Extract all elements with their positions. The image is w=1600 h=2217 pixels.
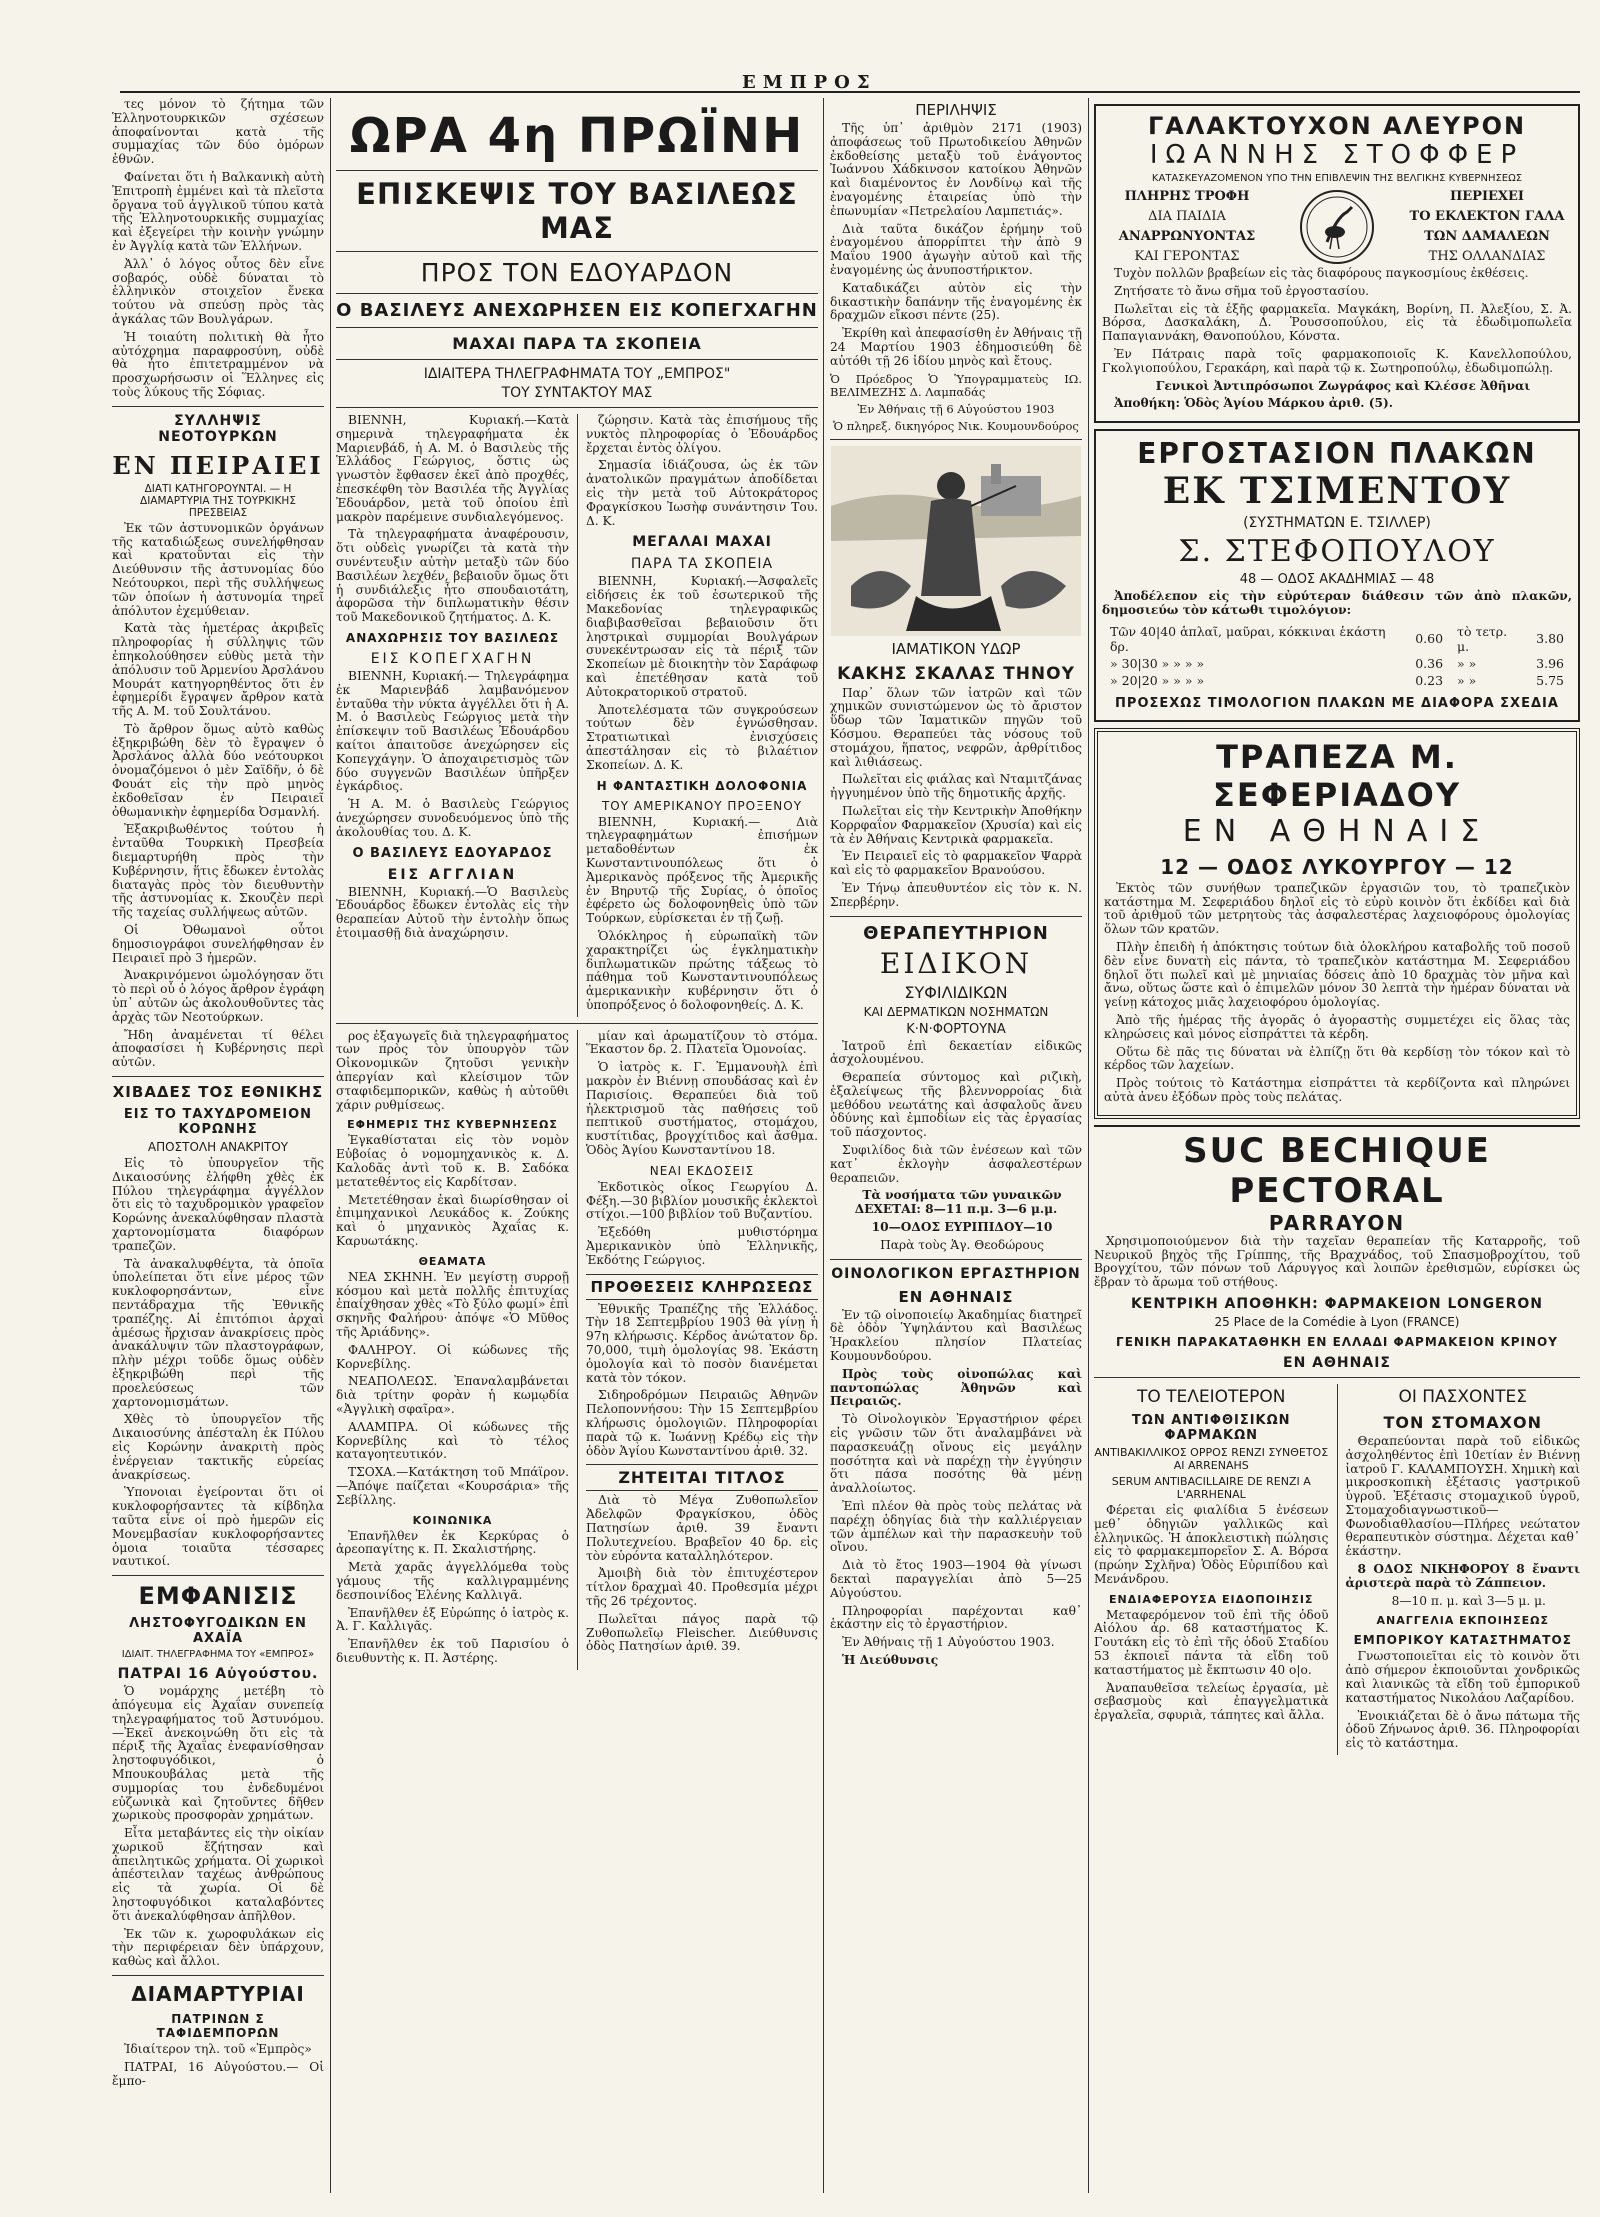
address: 48 — ΟΔΟΣ ΑΚΑΔΗΜΙΑΣ — 48 <box>1239 572 1435 588</box>
headline: Ο ΒΑΣΙΛΕΥΣ ΕΔΟΥΑΡΔΟΣ <box>352 845 553 861</box>
paragraph: Πλὴν ἐπειδὴ ἡ ἀπόκτησις τούτων διὰ ὁλοκλήρου καταβολῆς τοῦ ποσοῦ δὲν εἶνε δυνατὴ εἰς πάντα, τὸ τραπεζικὸν κατάστημα Μ. Σεφεριάδου δηλοῖ ὅτι πωλεῖ καὶ μὲ μηνιαίας δόσεις ἀπὸ 10 δραχμὰς τὸν μῆνα καὶ ἄνω, οὕτως ὥστε καὶ ὁ ἐπιμελῶν μόνον 30 λεπτὰ τὴν ἡμέραν δύναται νὰ γείνῃ κάτοχος μιᾶς λαχειοφόρου ὁμολογίας. <box>1104 939 1570 1010</box>
arrest-article <box>112 413 324 1070</box>
subheadline: ΚΑΤΑΣΚΕΥΑΖΟΜΕΝΟΝ ΥΠΟ ΤΗΝ ΕΠΙΒΛΕΨΙΝ ΤΗΣ ΒΕΛΓΙΚΗΣ ΚΥΒΕΡΝΗΣΕΩΣ <box>1151 173 1523 184</box>
paragraph: Ἐξακριβωθέντος τούτου ἡ ἐνταῦθα Τουρκικὴ Πρεσβεία διεμαρτυρήθη πρὸς τὴν Κυβέρνησιν, ἥτις ἔδωκεν ἐντολὰς διαταγὰς πρὸς τὸν διευθυντὴν τῆς ἀστυνομίας κ. Σκουζὲν περὶ τῆς ταχείας συλλήψεως αὐτῶν. <box>112 822 324 920</box>
paragraph: Ἐν Πάτραις παρὰ τοῖς φαρμακοποιοῖς Κ. Κανελλοπούλου, Γκολγιοπούλου, Γερακάρη, καὶ παρὰ τῷ κ. Σωτηροπούλῳ, ἐδωδιμοπώλῃ. <box>1102 346 1572 375</box>
headline: Ο ΒΑΣΙΛΕΥΣ ΑΝΕΧΩΡΗΣΕΝ ΕΙΣ ΚΟΠΕΓΧΑΓΗΝ <box>336 300 818 321</box>
feature: ΤΟ ΕΚΛΕΚΤΟΝ ΓΑΛΑ <box>1409 209 1565 224</box>
paragraph: Ἀποθήκη: Ὁδὸς Ἁγίου Μάρκου ἀριθ. (5). <box>1114 396 1393 411</box>
paragraph: 8—10 π. μ. καὶ 3—5 μ. μ. <box>1391 1593 1546 1608</box>
paragraph: Ἐκδοτικὸς οἶκος Γεωργίου Δ. Φέξη.—30 βιβλίον μουσικῆς ἐκλεκτοὶ στίχοι.—100 βιβλίον τοῦ Βυζαντίου. <box>585 1179 818 1222</box>
headline: ΤΡΑΠΕΖΑ Μ. ΣΕΦΕΡΙΑΔΟΥ <box>1212 737 1462 814</box>
divider <box>112 1575 324 1576</box>
feature: ΤΩΝ ΔΑΜΑΛΕΩΝ <box>1424 229 1550 244</box>
paragraph: Πρὸς τούτοις τὸ Κατάστημα εἰσπράττει τὰ κερδίζοντα καὶ πληρώνει αὐτὰ ἀνευ ἐξόδων πρὸς τοὺς πελάτας. <box>1104 1076 1570 1104</box>
headline: SUC BECHIQUE PECTORAL <box>1094 1125 1580 1211</box>
flour-features <box>1102 187 1572 267</box>
paragraph: Τῆς ὑπ᾽ ἀριθμὸν 2171 (1903) ἀποφάσεως τοῦ Πρωτοδικείου Ἀθηνῶν ἐκδοθείσης μεταξὺ τοῦ ἐνάγοντος Ἰωάννου Χάδκινσον κατοίκου Ἀθηνῶν καὶ διαμένοντος ἐν Λονδίνῳ καὶ τῆς ἐναγομένης ἑταιρείας ὑπὸ τὴν ἐπωνυμίαν «Πετρελαίου Λαμπετιάς». <box>830 121 1082 218</box>
stork-trademark-icon <box>1297 187 1377 267</box>
counterfeit-article <box>112 1083 324 1569</box>
paragraph: ζώρησιν. Κατὰ τὰς ἐπισήμους τῆς νυκτὸς πληροφορίας ὁ Ἐδουάρδος ἔρχεται ἐντὸς ὀλίγου. <box>585 413 818 455</box>
bandits-article <box>112 1582 324 1969</box>
paragraph: ΦΑΛΗΡΟΥ. Οἱ κώδωνες τῆς Κορνεβίλης. <box>336 1342 569 1371</box>
paragraph: Γενικοὶ Ἀντιπρόσωποι Ζωγράφος καὶ Κλέσσε Ἀθῆναι <box>1155 378 1531 393</box>
paragraph: Τὰ τηλεγραφήματα ἀναφέρουσιν, ὅτι οὐδεὶς γνωρίζει τὰ κατὰ τὴν συνέντευξιν αὐτὴν μεταξὺ τῶν δύο Βασιλέων λεχθέν, βεβαιοῦν ὅμως ὅτι ἡ συνδιάλεξις ἦτο σπουδαιοτάτη, ἀφορῶσα τὴν διπλωματικὴν θέσιν τοῦ Μακεδονικοῦ ζητήματος. Δ. Κ. <box>336 527 569 625</box>
headline: ΠΡΟΘΕΣΕΙΣ ΚΛΗΡΩΣΕΩΣ <box>586 1274 818 1300</box>
paragraph: Ἰδιαίτερον τηλ. τοῦ «Ἐμπρὸς» <box>124 2042 312 2057</box>
column-1 <box>112 98 324 2193</box>
table-row: » 30|30 » » » » 0.36 » » 3.96 <box>1110 655 1564 671</box>
masthead <box>0 0 1600 96</box>
headline: ΟΙΝΟΛΟΓΙΚΟΝ ΕΡΓΑΣΤΗΡΙΟΝ <box>831 1265 1081 1282</box>
stomach-ad <box>1345 1384 1580 1755</box>
paragraph: Ἀμοιβὴ διὰ τὸν ἐπιτυχέστερον τίτλον δραχμαὶ 40. Προθεσμία μέχρι τῆς 26 τρέχοντος. <box>585 1566 818 1608</box>
subheadline: ΤΩΝ ΑΝΤΙΦΘΙΣΙΚΩΝ ΦΑΡΜΑΚΩΝ <box>1131 1412 1291 1443</box>
paragraph: μίαν καὶ ἀρωματίζουν τὸ στόμα. Ἕκαστον δρ. 2. Πλατεῖα Ὁμονοίας. <box>585 1028 818 1057</box>
headline: ΣΥΛΛΗΨΙΣ ΝΕΟΤΟΥΡΚΩΝ <box>158 412 278 445</box>
subheadline: SERUM ANTIBACILLAIRE DE RENZI A L'ARRHENAL <box>1111 1474 1311 1501</box>
paragraph: Σιδηροδρόμων Πειραιῶς Ἀθηνῶν Πελοποννήσου: Τὴν 15 Σεπτεμβρίου κλήρωσις ὁμολογιῶν. Πληροφορίαι παρὰ τῷ κ. Ἰωάννῃ Κρέδῳ εἰς τὴν ὁδὸν Ἁγίου Κωνσταντίνου ἀριθ. 32. <box>585 1388 818 1458</box>
flour-features-left <box>1102 187 1272 267</box>
paragraph: Μετετέθησαν ἐκαὶ διωρίσθησαν οἱ ἐπιμηχανικοὶ Λευκάδος κ. Ζούκης καὶ ὁ μηχανικὸς Ἀχαΐας κ. Καρυωτάκης. <box>336 1192 569 1249</box>
paragraph: Πληροφορίαι παρέχονται καθ᾽ ἑκάστην εἰς τὸ ἐργαστήριον. <box>830 1603 1082 1632</box>
paragraph: Πρὸς τοὺς οἰνοπώλας καὶ παντοπώλας Ἀθηνῶν καὶ Πειραιῶς. <box>830 1366 1082 1409</box>
paragraph: Παρ᾽ ὅλων τῶν ἰατρῶν καὶ τῶν χημικῶν συνιστώμενον ὡς τὸ ἄριστον ὕδωρ τῶν Ἰαματικῶν πηγῶν τοῦ Κόσμου. Θεραπεύει τὰς νόσους τοῦ στομάχου, ἥπατος, νεφρῶν, ἀρθρίτιδος καὶ λιθιάσεως. <box>830 685 1082 769</box>
divider <box>830 439 1082 440</box>
paragraph: Ὁ Πρόεδρος Ὁ Ὑπογραμματεὺς ΙΩ. ΒΕΛΙΜΕΖΗΣ Δ. Λαμπαδάς <box>830 371 1082 399</box>
flour-features-right <box>1402 187 1572 267</box>
paragraph: ΒΙΕΝΝΗ, Κυριακή.—Ὁ Βασιλεὺς Ἐδουάρδος ἔδωκεν ἐντολὰς εἰς τὴν θεραπείαν Αὐτοῦ τὴν ἐντολὴν ὅπως ἑτοιμασθῇ διὰ ἀναχώρησιν. <box>336 884 569 940</box>
masthead-rule <box>120 91 1580 93</box>
court-notice <box>830 101 1082 433</box>
address: 12 — ΟΔΟΣ ΛΥΚΟΥΡΓΟΥ — 12 <box>1160 854 1514 879</box>
column-rule <box>823 98 824 2193</box>
headline: ΕΝ ΑΘΗΝΑΙΣ <box>1182 813 1492 849</box>
headline: Σ. ΣΤΕΦΟΠΟΥΛΟΥ <box>1178 534 1496 570</box>
paragraph: Τὸ ἄρθρον ὅμως αὐτὸ καθὼς ἐξηκριβώθη δὲν τὸ ἔγραψεν ὁ Ἀρσλάνος ἀλλὰ δύο νεότουρκοι ὀνομαζόμενοι ὁ μὲν Σαϊδῆν, ὁ δὲ Φουάτ εἰς τὴν πρὸ μηνὸς ἐκδοθεῖσαν ἐν Πειραιεῖ ὀθωμανικὴν ἐφημερίδα Ὀσμανλή. <box>112 721 324 819</box>
headline: ΜΑΧΑΙ ΠΑΡΑ ΤΑ ΣΚΟΠΕΙΑ <box>452 334 702 353</box>
paragraph: Ἐν τῷ οἰνοποιείῳ Ἀκαδημίας διατηρεῖ δὲ ὁδὸν Ὑψηλάντου καὶ Βασιλέως Ἡρακλείου πλησίον Πλατείας Κουμουνδούρου. <box>830 1307 1082 1364</box>
paragraph: Καταδικάζει αὐτὸν εἰς τὴν δικαστικὴν δαπάνην τῆς ἐναγομένης ἐκ δραχμῶν εἴκοσι πέντε (25). <box>830 280 1082 323</box>
headline: ΙΑΜΑΤΙΚΟΝ ΥΔΩΡ <box>891 639 1021 658</box>
paragraph: Μεταφερόμενον τοῦ ἐπὶ τῆς ὁδοῦ Αἰόλου ἀρ. 68 καταστήματος Κ. Γουτάκη εἰς τὸ ἐπὶ τῆς ὁδοῦ Σταδίου 53 ἐκποιεῖ πάντα τὰ εἴδη τοῦ καταστήματος μὲ ἔκπτωσιν 40 ο|ο. <box>1094 1607 1329 1677</box>
paragraph: ΑΛΑΜΠΡΑ. Οἱ κώδωνες τῆς Κορνεβίλης καὶ τὸ τέλος καταγοητευτικόν. <box>336 1419 569 1462</box>
subheadline: ΕΙΣ ΚΟΠΕΓΧΑΓΗΝ <box>370 650 535 667</box>
paragraph: ΝΕΑ ΣΚΗΝΗ. Ἐν μεγίστῃ συρροῇ κόσμου καὶ μετὰ πολλῆς ἐπιτυχίας ἐπαίχθησαν χθὲς «Τὸ ξύλο φωμί» ἐπὶ σκηνῆς Φαλήρου· ἀπόψε «Ὁ Μῦθος τῆς Ἀριάδνης». <box>336 1269 569 1340</box>
intro-article <box>112 98 324 400</box>
paragraph: ΒΙΕΝΝΗ, Κυριακή.— Διὰ τηλεγραφημάτων ἐπισήμων μεταδοθέντων ἐκ Κωνσταντινουπόλεως ὅτι ὁ Ἀμερικανὸς πρόξενος τῆς Ἀμερικῆς ἐν Βηρυτῷ τῆς Συρίας, ὁ ὁποῖος ἐφέρετο ὡς δολοφονηθεὶς ὑπὸ τῶν Τούρκων, εὑρίσκεται ἐν τῇ ζωῇ. <box>585 814 818 926</box>
headline: ΕΚ ΤΣΙΜΕΝΤΟΥ <box>1162 470 1512 513</box>
subheadline: ΣΥΦΙΛΙΔΙΚΩΝ <box>904 982 1008 1002</box>
feature: ΑΝΑΡΡΩΝΥΟΝΤΑΣ <box>1118 229 1256 244</box>
paragraph: Εἶτα μεταβάντες εἰς τὴν οἰκίαν χωρικοῦ ἔζήτησαν καὶ ἀπειλητικῶς χρήματα. Οἱ χωρικοὶ ἀπέστειλαν ταχέως ἀνθρώπους εἰς τὰ χωρία. Οἱ δὲ ληστοφυγόδικοι καταλαβόντες ὅτι ἀνεκαλύφθησαν ἀπῆλθον. <box>112 1826 324 1923</box>
feature: ΤΗΣ ΟΛΛΑΝΔΙΑΣ <box>1428 249 1546 264</box>
headline: ΠΡΟΣ ΤΟΝ ΕΔΟΥΑΡΔΟΝ <box>420 258 734 287</box>
paragraph: Ἡ Α. Μ. ὁ Βασιλεὺς Γεώργιος ἀνεχώρησεν συνοδευόμενος ὑπὸ τῆς ἀκολουθίας του. Δ. Κ. <box>336 797 569 839</box>
headline: ΤΟ ΤΕΛΕΙΟΤΕΡΟΝ <box>1136 1386 1286 1407</box>
subheadline: ΕΙΣ ΤΟ ΤΑΧΥΔΡΟΜΕΙΟΝ ΚΟΡΩΝΗΣ <box>123 1107 313 1138</box>
paragraph: ΒΙΕΝΝΗ, Κυριακή.—Κατὰ σημερινὰ τηλεγραφήματα ἐκ Μαριενβάδ, ἡ Α. Μ. ὁ Βασιλεὺς τῆς Ἑλλάδος Γεώργιος, ὅστις ὡς γνωστὸν ἔφθασεν ἐκεῖ ἀπὸ προχθές, ἐπεσκέφθη τὸν Βασιλέα τῆς Ἀγγλίας Ἐδουάρδον, μετὰ τοῦ ὁποίου ἐπὶ μακρὸν παρέμεινε συνδιαλεγόμενος. <box>336 413 569 524</box>
paragraph: τες μόνον τὸ ζήτημα τῶν Ἑλληνοτουρκικῶν σχέσεων ἀποφαίνονται κατὰ τῆς συμμαχίας τῶν δύο ὁμόρων ἐθνῶν. <box>112 98 324 167</box>
lower-right <box>586 1030 818 1670</box>
paragraph: Σημασία ἰδιάζουσα, ὡς ἐκ τῶν ἀνατολικῶν πραγμάτων ἀποδίδεται εἰς τὴν μετὰ τοῦ Αὐτοκράτορος Φραγκίσκου Ἰωσὴφ συνάντησιν Του. Δ. Κ. <box>585 458 818 528</box>
masthead-title: ΕΜΠΡΟΣ <box>742 72 877 93</box>
bottom-ads <box>1094 1384 1580 1755</box>
paragraph: Ἀνακρινόμενοι ὡμολόγησαν ὅτι τὸ περὶ οὗ ὁ λόγος ἄρθρον ἐγράφη ὑπ᾽ αὐτῶν ὡς ἀκολουθοῦντες τὰς ἀρχὰς τῶν Νεοτούρκων. <box>112 968 324 1024</box>
address: ΚΕΝΤΡΙΚΗ ΑΠΟΘΗΚΗ: ΦΑΡΜΑΚΕΙΟΝ LONGERON <box>1130 1295 1544 1312</box>
subheadline: ΤΟΥ ΣΥΝΤΑΚΤΟΥ ΜΑΣ <box>501 385 653 401</box>
paragraph: ΤΣΟΧΑ.—Κατάκτηση τοῦ Μπάϊρον.—Ἀπόψε παίζεται «Κουρσάρια» τῆς Σεβίλλης. <box>336 1465 569 1507</box>
paragraph: Ἤδη ἀναμένεται τί θέλει ἀποφασίσει ἡ Κυβέρνησις περὶ αὐτῶν. <box>112 1027 324 1070</box>
subheadline: ΙΔΙΑΙΤΕΡΑ ΤΗΛΕΓΡΑΦΗΜΑΤΑ ΤΟΥ „ΕΜΠΡΟΣ" <box>423 366 731 382</box>
headline: ΧΙΒΑΔΕΣ ΤΟΣ ΕΘΝΙΚΗΣ <box>112 1083 324 1102</box>
cement-tiles-ad <box>1094 429 1580 722</box>
paragraph: Συφιλίδος διὰ τῶν ἐνέσεων καὶ τῶν κατ᾽ ἐκλογὴν ἀσφαλεστέρων θεραπειῶν. <box>830 1143 1082 1185</box>
table-row: Τῶν 40|40 ἁπλαῖ, μαῦραι, κόκκιναι ἑκάστη δρ. 0.60 τὸ τετρ. μ. 3.80 <box>1110 623 1564 654</box>
paragraph: ΒΙΕΝΝΗ, Κυριακή.— Τηλεγράφημα ἐκ Μαριενβάδ λαμβανόμενον ἐνταῦθα τὴν νύκτα ἀγγέλλει ὅτι ἡ Α. Μ. ὁ Βασιλεὺς Γεώργιος μετὰ τὴν ἐπίσκεψιν τοῦ Βασιλέως Ἐδουάρδου καίτοι ἀπαιτοῦσε ἀνεχώρησεν εἰς Κοπεγχάγην. Ὁ ἀποχαιρετισμὸς τῶν δύο συγγενῶν Βασιλέων ὑπῆρξεν ἐγκάρδιος. <box>336 668 569 794</box>
paragraph: Ἐπανῆλθεν ἐκ τοῦ Παρισίου ὁ διευθυντὴς κ. Π. Ἀστέρης. <box>336 1637 569 1665</box>
main-headline: ΩΡΑ 4η ΠΡΩΪΝΗ <box>349 108 805 164</box>
paragraph: ρος ἐξαγωγεῖς διὰ τηλεγραφήματος των πρὸς τὸν ὑπουργὸν τῶν Οἰκονομικῶν ζητοῦσι γενικὴν ἀπεργίαν καὶ κλείσιμον τῶν σταφιδεμπορικῶν, καθὼς ἡ αὐτοῦθι χάριν ρυθμίσεως. <box>336 1028 569 1112</box>
subheadline: ΙΔΙΑΙΤ. ΤΗΛΕΓΡΑΦΗΜΑ ΤΟΥ «ΕΜΠΡΟΣ» <box>121 1649 315 1661</box>
column-rule <box>577 414 578 1017</box>
table-row: » 20|20 » » » » 0.23 » » 5.75 <box>1110 672 1564 688</box>
paragraph: Ἀλλ᾽ ὁ λόγος οὗτος δὲν εἶνε σοβαρός, οὐδὲ δύναται τὸ ἑλληνικὸν στοιχεῖον ἕνεκα τούτου νὰ σπεύσῃ πρὸς τὰς ἀγκάλας τῶν Βουλγάρων. <box>112 256 324 326</box>
headline: ΚΟΙΝΩΝΙΚΑ <box>412 1513 493 1527</box>
allegorical-figure-illustration <box>831 446 1081 636</box>
footer-line: ΠΡΟΣΕΧΩΣ ΤΙΜΟΛΟΓΙΟΝ ΠΛΑΚΩΝ ΜΕ ΔΙΑΦΟΡΑ ΣΧΕΔΙΑ <box>1115 695 1559 711</box>
feature: ΔΙΑ ΠΑΙΔΙΑ <box>1148 209 1226 224</box>
pectoral-ad <box>1094 1125 1580 1371</box>
paragraph: Φαίνεται ὅτι ἡ Βαλκανικὴ αὐτὴ Ἐπιτροπὴ ἐμμένει καὶ τὰ πλεῖστα ὄργανα τοῦ ἀγγλικοῦ τύπου κατὰ τῆς Ἑλληνοτουρκικῆς συμμαχίας καὶ ἐξεγείρει τὴν κοινὴν γνώμην ἐν Ἀγγλίᾳ κατὰ τῶν Ἑλλήνων. <box>112 169 324 253</box>
paragraph: Ἐν Πειραιεῖ εἰς τὸ φαρμακεῖον Ψαρρὰ καὶ εἰς τὸ φαρμακεῖον Βρανούσου. <box>830 849 1082 878</box>
divider <box>336 251 818 252</box>
divider <box>830 1259 1082 1260</box>
paragraph: ΝΕΑΠΟΛΕΩΣ. Ἐπαναλαμβάνεται διὰ τρίτην φορὰν ἡ κωμῳδία «Ἀγγλικὴ σφαῖρα». <box>336 1374 569 1417</box>
subheadline: ΑΝΤΙΒΑΚΙΛΛΙΚΟΣ ΟΡΡΟΣ RENZI ΣΥΝΘΕΤΟΣ ΑΙ ARRENAHS <box>1094 1445 1329 1472</box>
paragraph: Χρησιμοποιούμενον διὰ τὴν ταχεῖαν θεραπείαν τῆς Καταρροῆς, τοῦ Νευρικοῦ βηχὸς τῆς Γρίππης, τῆς Βραχνάδος, τοῦ Σπασμοβροχίτου, τοῦ Βρογχίτου, τῶν πόνων τοῦ Λάρυγγος καὶ λοιπῶν ἐρεθισμῶν, εὑρίσκει ὡς ἔβραν τὸ ἄρωμα τοῦ στήθους. <box>1094 1233 1580 1290</box>
subheadline: ΕΝ ΑΘΗΝΑΙΣ <box>898 1287 1014 1306</box>
paragraph: Ὁ πληρεξ. δικηγόρος Νικ. Κουμουνδούρος <box>833 418 1079 433</box>
paragraph: Ἀπὸ τῆς ἡμέρας τῆς ἀγορᾶς ὁ ἀγοραστὴς συμμετέχει εἰς ὅλας τὰς κληρώσεις καὶ μόνος εἰσπράττει τὰ κέρδη. <box>1104 1012 1570 1041</box>
paragraph: Κατὰ τὰς ἡμετέρας ἀκριβεῖς πληροφορίας ἡ σύλληψις τῶν ἐπηκολούθησεν εὐθὺς μετὰ τὴν ἀπόλυσιν τοῦ Ἀρμενίου Ἀρσλάνου Μουράτ κατηγορηθέντος ὅτι ἐν ἐφημερίδι ἔγραψεν ἄρθρον κατὰ τῆς Α. Μ. τοῦ Σουλτάνου. <box>112 621 324 719</box>
headline: ΔΙΑΜΑΡΤΥΡΙΑΙ <box>131 1982 305 2007</box>
subheadline: ΔΙΑΤΙ ΚΑΤΗΓΟΡΟΥΝΤΑΙ. — Η ΔΙΑΜΑΡΤΥΡΙΑ ΤΗΣ ΤΟΥΡΚΙΚΗΣ ΠΡΕΣΒΕΙΑΣ <box>140 482 296 519</box>
subheadline: PARRAYON <box>1268 1210 1406 1235</box>
paragraph: Τυχὸν πολλῶν βραβείων εἰς τὰς διαφόρους παγκοσμίους ἐκθέσεις. <box>1114 266 1529 280</box>
divider <box>336 359 818 360</box>
headline: ΠΕΡΙΛΗΨΙΣ <box>915 101 997 119</box>
divider <box>112 1975 324 1976</box>
subheadline: ΕΜΠΟΡΙΚΟΥ ΚΑΤΑΣΤΗΜΑΤΟΣ <box>1353 1633 1572 1648</box>
subheadline: ΚΑΚΗΣ ΣΚΑΛΑΣ ΤΗΝΟΥ <box>837 663 1075 684</box>
paragraph: Ἀποτελέσματα τῶν συγκρούσεων τούτων δὲν ἐγνώσθησαν. Στρατιωτικαὶ ἐνισχύσεις ἀπεστάλησαν εἰς τὸ βιλαέτιον Σκοπείων. Δ. Κ. <box>585 702 818 772</box>
dispatch-right <box>586 414 818 1017</box>
paragraph: Χθὲς τὸ ὑπουργεῖον τῆς Δικαιοσύνης ἀπέσταλη ἐκ Πύλου εἰς Κορώνην ἀνακριτὴ πρὸς ἐνέργειαν τακτικῆς εὐρείας ἀνακρίσεως. <box>112 1412 324 1482</box>
paragraph: Θεραπεύονται παρὰ τοῦ εἰδικῶς ἀσχοληθέντος ἐπὶ 10ετίαν ἐν Βιέννῃ ἰατροῦ Γ. ΚΑΛΑΜΠΟΥΣΗ. Χημικὴ καὶ μικροσκοπικὴ ἐξέτασις γαστρικοῦ ὑγροῦ. Ἐξέτασις στομαχικοῦ ὑγροῦ, Στομαχοδιαγνωστικοῦ— Φωνοδιαθλασίου—Πλήρες νεώτατον θεραπευτικὸν σύστημα. Δέχεται καθ᾽ ἑκάστην. <box>1345 1433 1580 1559</box>
paragraph: Πωλεῖται πάγος παρὰ τῷ Ζυθοπωλεῖῳ Fleischer. Διεύθυνσις ὁδὸς Πατησίων ἀριθ. 39. <box>585 1611 818 1654</box>
paragraph: Διὰ τὸ Μέγα Ζυθοπωλεῖον Ἀδελφῶν Φραγκίσκου, ὁδὸς Πατησίων ἀριθ. 39 ἔναντι Πολυτεχνείου. Βραβεῖον 40 δρ. εἰς τὸν εὑρόντα καταλληλότερον. <box>585 1493 818 1563</box>
subheadline: (ΣΥΣΤΗΜΑΤΩΝ Ε. ΤΣΙΛΛΕΡ) <box>1243 515 1431 532</box>
paragraph: Ἐν Ἀθήναις τῇ 6 Αὐγούστου 1903 <box>857 401 1055 416</box>
paragraph: Ἐν Ἀθήναις τῇ 1 Αὐγούστου 1903. <box>842 1635 1055 1650</box>
paragraph: Ἐθνικῆς Τραπέζης τῆς Ἑλλάδος. Τὴν 18 Σεπτεμβρίου 1903 θὰ γίνῃ ἡ 97η κλήρωσις. Κέρδος ἀνώτατον δρ. 70,000, τιμὴ ὁμολογίας 98. Ἐκάστη ὁμολογία καὶ τὸ ποσὸν διανέμεται κατὰ τὸν τόκον. <box>585 1301 818 1385</box>
wine-lab-ad <box>830 1266 1082 1668</box>
paragraph: Διὰ τὸ ἔτος 1903—1904 θὰ γίνωσι δεκταὶ παραγγελίαι ἀπὸ 5—25 Αὐγούστου. <box>830 1558 1082 1600</box>
protests-article <box>112 1982 324 2088</box>
paragraph: Πωλεῖται εἰς τὰ ἑξῆς φαρμακεῖα. Μαγκάκη, Βορίνη, Π. Ἀλεξίου, Σ. Ἀ. Βόρσα, Δασκαλάκη, Δ. Ῥουσσοπούλου, εἰς τὰ ἐδωδιμοπωλεῖα Παπαγιαννάκη, Θανοπούλου, Κόνστα. <box>1102 301 1572 344</box>
paragraph: Παρὰ τοὺς Ἁγ. Θεοδώρους <box>880 1237 1044 1252</box>
paragraph: Τὰ ἀνακαλυφθέντα, τὰ ὁποῖα ὑπολείπεται ὅτι εἶνε μέρος τῶν κυκλοφορησάντων, εἶνε πεντάδραχμα τῆς Ἐθνικῆς τραπέζης. Αἱ ἐπιτόπιοι ἀρχαὶ ἀμέσως ἤρχισαν ἀνακρίσεις πρὸς ἀνακάλυψιν τῶν πλαστογράφων, πλὴν μέχρι τοῦδε ὅμως οὐδὲν ἐξηκριβώθη περὶ τῆς προελεύσεως τῶν χαρτονομισμάτων. <box>112 1256 324 1409</box>
headline: ΘΕΡΑΠΕΥΤΗΡΙΟΝ <box>863 922 1049 944</box>
paragraph: Πωλεῖται εἰς φιάλας καὶ Νταμιτζάνας ἠγγυημένον ὑπὸ τῆς δημοτικῆς ἀρχῆς. <box>830 772 1082 801</box>
paragraph: Ὁ νομάρχης μετέβη τὸ ἀπόγευμα εἰς Ἀχαΐαν συνεπείᾳ τηλεγραφήματος τοῦ Ἀστυνόμου.—Ἐκεῖ ἀνεκοινώθη ὅτι εἰς τὰ πέριξ τῆς Ἀχαΐας ἐνεφανίσθησαν ληστοφυγόδικοι, ὁ Μπουκουβάλας μετὰ τῆς συμμορίας του ἐνδεδυμένοι εὐζωνικὰ καὶ ζητοῦντες δῆθεν χωρικοὺς προσφορὰν χρημάτων. <box>112 1684 324 1823</box>
headline: ΙΩΑΝΝΗΣ ΣΤΟΦΦΕΡ <box>1149 140 1525 170</box>
column-2 <box>336 98 818 2193</box>
clinic-ad <box>830 923 1082 1253</box>
divider <box>336 293 818 294</box>
price-table <box>1102 622 1572 690</box>
paragraph: ΒΙΕΝΝΗ, Κυριακή.—Ἀσφαλεῖς εἰδήσεις ἐκ τοῦ ἐσωτερικοῦ τῆς Μακεδονίας τηλεγραφικῶς διαβιβασθεῖσαι βεβαιοῦσιν ὅτι ληστρικαὶ συμμορίαι Βουλγάρων συνεκέντρωσαν εἰς τὰ πέριξ τῶν Σκοπείων μὲ διοικητὴν τὸν Σαράφωφ καὶ ἐπετέθησαν κατὰ τοῦ Αὐτοκρατορικοῦ στρατοῦ. <box>585 574 818 699</box>
subheadline: ΤΟΝ ΣΤΟΜΑΧΟΝ <box>1383 1412 1543 1432</box>
divider <box>336 327 818 328</box>
paragraph: Οὕτω δὲ πᾶς τις δύναται νὰ ἐλπίζῃ ὅτι θὰ κερδίσῃ τὸν τόκον καὶ τὸ κέρδος τῶν λαχείων. <box>1104 1044 1570 1073</box>
divider <box>336 1023 818 1024</box>
subheadline: ΕΙΣ ΑΓΓΛΙΑΝ <box>387 866 518 883</box>
subheadline: ΑΠΟΣΤΟΛΗ ΑΝΑΚΡΙΤΟΥ <box>147 1140 289 1155</box>
milk-flour-ad <box>1094 104 1580 423</box>
paragraph: Τὸ Οἰνολογικὸν Ἐργαστήριον φέρει εἰς γνῶσιν τῶν ὅτι ἀναλαμβάνει νὰ παρασκευάζῃ οἴνους εἰς μεγάλην ποσότητα καὶ νὰ παρέχῃ τὴν ἐγγύησιν ὅτι πάσα ποσότης θὰ μένῃ ἀναλλοίωτος. <box>830 1412 1082 1496</box>
paragraph: Ζητήσατε τὸ ἄνω σῆμα τοῦ ἐργοστασίου. <box>1114 283 1370 298</box>
dateline: ΠΑΤΡΑΙ 16 Αὐγούστου. <box>117 1666 319 1683</box>
divider <box>336 407 818 408</box>
paragraph: Ἡ Διεύθυνσις <box>842 1652 939 1667</box>
paragraph: ΠΑΤΡΑΙ, 16 Αὐγούστου.— Οἱ ἔμπο- <box>112 2059 324 2088</box>
paragraph: Ἐκτὸς τῶν συνήθων τραπεζικῶν ἐργασιῶν του, τὸ τραπεζικὸν κατάστημα Μ. Σεφεριάδου δηλοῖ εἰς τὸ εὐρὺ κοινὸν ὅτι ἐκδίδει καὶ διὰ τοῦ ἀριθμοῦ τῶν μετρητοὺς τὰς ἀσφαλεστέρας λαχειοφόρους ὁμολογίας ὅλων τῶν κρατῶν. <box>1104 880 1570 937</box>
paragraph: Ἐνοικιάζεται δὲ ὁ ἄνω πάτωμα τῆς ὁδοῦ Ζήνωνος ἀριθ. 36. Πληροφορίαι εἰς τὸ κατάστημα. <box>1345 1708 1580 1751</box>
subheadline: ΤΟΥ ΑΜΕΡΙΚΑΝΟΥ ΠΡΟΞΕΝΟΥ <box>601 798 803 813</box>
paragraph: Ἐξεδόθη μυθιστόρημα Ἀμερικανικὸν ὑπὸ Ἑλληνικῆς, Ἐκδότης Γεώργιος. <box>585 1225 818 1267</box>
paragraph: Φέρεται εἰς φιαλίδια 5 ἐνέσεων μεθ᾽ ὁδηγιῶν γαλλικῶς καὶ ἑλληνικῶς. Ἡ ἀποκλειστικὴ πώλησις εἰς τὸ φαρμακεμπορεῖον Σ. Α. Βόρσα (πρώην Σχλῆνα) Ὁδὸς Εὐριπίδου καὶ Μενάνδρου. <box>1094 1502 1329 1586</box>
paragraph: Πωλεῖται εἰς τὴν Κεντρικὴν Ἀποθήκην Κορρφαΐον Φαρμακεῖον (Χρυσία) καὶ εἰς τὰ ἐν Ἀθήναις Κεντρικὰ φαρμακεῖα. <box>830 803 1082 846</box>
bank-ad <box>1094 728 1580 1119</box>
column-rule <box>330 98 331 2193</box>
subheadline: Κ·Ν·ΦΟΡΤΟΥΝΑ <box>906 1021 1006 1037</box>
address: ΕΝ ΑΘΗΝΑΙΣ <box>1283 1354 1391 1371</box>
paragraph: Ἀναπαυθεῖσα τελείως ἐργασία, μὲ σεβασμοὺς καὶ ἐπαγγελματικὰ ἐργαλεῖα, σφυριὰ, τάπητες καὶ ἄλλα. <box>1094 1680 1329 1723</box>
paragraph: Οἱ Ὀθωμανοὶ οὗτοι δημοσιογράφοι συνελήφθησαν ἐν Πειραιεῖ πρὸ 3 ἡμερῶν. <box>112 923 324 965</box>
spring-water-ad <box>830 640 1082 910</box>
column-rule <box>1088 98 1089 2193</box>
paragraph: Ἐκ τῶν ἀστυνομικῶν ὀργάνων τῆς καταδιώξεως συνελήφθησαν καὶ κρατοῦνται εἰς τὴν Διεύθυνσιν τῆς ἀστυνομίας δύο Νεότουρκοι, περὶ τῆς συλλήψεως τῶν ὁποίων ἡ ἀστυνομία τηρεῖ ἀπόλυτον ἐχεμύθειαν. <box>112 520 324 618</box>
divider <box>112 406 324 407</box>
paragraph: Ὁλόκληρος ἡ εὐρωπαϊκὴ τῶν χαρακτηρίζει ὡς ἐγκληματικὴν διπλωματικῶν πρώτης τάξεως τὸ πάθημα τοῦ Κωνσταντινουπόλεως ἀμερικανικὴν κυβέρνησιν ὅτι ὁ ὑποπρόξενος ὁ δολοφονηθείς. Δ. Κ. <box>585 928 818 1012</box>
headline: ΖΗΤΕΙΤΑΙ ΤΙΤΛΟΣ <box>586 1464 818 1491</box>
feature: ΠΛΗΡΗΣ ΤΡΟΦΗ <box>1124 189 1250 204</box>
headline: ΑΝΑΧΩΡΗΣΙΣ ΤΟΥ ΒΑΣΙΛΕΩΣ <box>345 630 560 645</box>
paragraph: Μετὰ χαρᾶς ἀγγελλόμεθα τοὺς γάμους τῆς καλλιγραμμένης δεσποινίδος Ἑλένης Καλλιγᾶ. <box>336 1560 569 1602</box>
lower-columns <box>336 1030 818 1670</box>
column-4 <box>1094 98 1580 2193</box>
address: ΓΕΝΙΚΗ ΠΑΡΑΚΑΤΑΘΗΚΗ ΕΝ ΕΛΛΑΔΙ ΦΑΡΜΑΚΕΙΟΝ ΚΡΙΝΟΥ <box>1116 1334 1558 1349</box>
paragraph: Ἡ τοιαύτη πολιτικὴ θὰ ἦτο αὐτόχρημα παραφροσύνη, οὐδὲ θὰ ἦτο ἐπιτετραμμένον νὰ προσχωρήσωσιν οἱ Ἕλληνες εἰς τοὺς λύκους τῆς Σόφιας. <box>112 329 324 399</box>
column-3 <box>830 98 1082 2193</box>
subheadline: ΠΑΤΡΙΝΩΝ Σ ΤΑΦΙΔΕΜΠΟΡΩΝ <box>156 2012 280 2041</box>
dispatch-left <box>336 414 569 1017</box>
divider <box>1094 1377 1580 1378</box>
headline: ΑΝΑΓΓΕΛΙΑ ΕΚΠΟΙΗΣΕΩΣ <box>1376 1614 1549 1628</box>
paragraph: Ἐν Τήνῳ ἀπευθυντέον εἰς τὸν κ. Ν. Σπερβέρην. <box>830 880 1082 909</box>
divider <box>336 170 818 171</box>
serum-ad <box>1094 1384 1329 1755</box>
headline: ΟΙ ΠΑΣΧΟΝΤΕΣ <box>1398 1386 1528 1407</box>
paragraph: 10—ΟΔΟΣ ΕΥΡΙΠΙΔΟΥ—10 <box>871 1220 1053 1235</box>
address: 25 Place de la Comédie à Lyon (FRANCE) <box>1214 1314 1460 1329</box>
headline: ΕΡΓΟΣΤΑΣΙΟΝ ΠΛΑΚΩΝ <box>1137 437 1537 471</box>
headline: ΕΜΦΑΝΙΣΙΣ <box>138 1582 298 1611</box>
paragraph: Ἐκ τῶν κ. χωροφυλάκων εἰς τὴν περιφέρειαν δὲν ὑπάρχουν, καθὼς καὶ ἄλλοι. <box>112 1926 324 1969</box>
paragraph: Ἰατροῦ ἐπὶ δεκαετίαν εἰδικῶς ἀσχολουμένου. <box>830 1038 1082 1067</box>
paragraph: Διὰ ταῦτα δικάζον ἐρήμην τοῦ ἐναγομένου ἀπορρίπτει τὴν ἀπὸ 9 Μαΐου 1900 ἀγωγὴν αὐτοῦ καὶ τῆς ἐναγομένης ὡς ἀνυποστήρικτον. <box>830 221 1082 277</box>
column-rule <box>1337 1384 1338 1755</box>
headline: ΜΕΓΑΛΑΙ ΜΑΧΑΙ <box>632 534 772 551</box>
headline: ΓΑΛΑΚΤΟΥΧΟΝ ΑΛΕΥΡΟΝ <box>1147 112 1527 140</box>
headline: ΕΝ ΠΕΙΡΑΙΕΙ <box>112 450 324 480</box>
column-rule <box>577 1030 578 1670</box>
divider <box>112 1076 324 1077</box>
headline: ΕΠΙΣΚΕΨΙΣ ΤΟΥ ΒΑΣΙΛΕΩΣ ΜΑΣ <box>356 177 798 245</box>
subheadline: ΚΑΙ ΔΕΡΜΑΤΙΚΩΝ ΝΟΣΗΜΑΤΩΝ <box>863 1004 1049 1019</box>
paragraph: Εἰς τὸ ὑπουργεῖον τῆς Δικαιοσύνης ἐλήφθη χθὲς ἐκ Πύλου τηλεγράφημα ἀγγέλλον ὅτι εἰς τὸ ταχυδρομικὸν γραφεῖον Κορώνης ἀνεκαλύφθησαν πλαστὰ χαρτονομίσματα διαφόρων τραπεζῶν. <box>112 1156 324 1253</box>
dispatch-columns <box>336 414 818 1017</box>
headline: ΕΦΗΜΕΡΙΣ ΤΗΣ ΚΥΒΕΡΝΗΣΕΩΣ <box>347 1118 558 1132</box>
paragraph: Ἐγκαθίσταται εἰς τὸν νομὸν Εὐβοίας ὁ νομομηχανικὸς κ. Δ. Καλοδᾶς ἀντὶ τοῦ κ. Β. Σαδόκα μετατεθέντος εἰς Καρδίτσαν. <box>336 1133 569 1189</box>
divider <box>830 916 1082 917</box>
feature: ΚΑΙ ΓΕΡΟΝΤΑΣ <box>1134 249 1240 264</box>
paragraph: Ἀποδέλεπον εἰς τὴν εὐρύτεραν διάθεσιν τῶν ἀπὸ πλακῶν, δημοσιεύω τὸν κάτωθι τιμολόγιον: <box>1102 589 1572 617</box>
feature: ΠΕΡΙΕΧΕΙ <box>1449 189 1525 204</box>
paragraph: Γνωστοποιεῖται εἰς τὸ κοινὸν ὅτι ἀπὸ σήμερον ἐκποιοῦνται χονδρικῶς καὶ λιανικῶς τὰ εἴδη τοῦ ἐμπορικοῦ καταστήματος Νικολάου Λαζαρίδου. <box>1345 1649 1580 1705</box>
subheadline: ΛΗΣΤΟΦΥΓΟΔΙΚΩΝ ΕΝ ΑΧΑΪΑ <box>129 1616 307 1647</box>
lower-left <box>336 1030 569 1670</box>
paragraph: Ἐπὶ πλέον θὰ πρὸς τοὺς πελάτας νὰ παρέχῃ ὁδηγίας διὰ τὴν καλλιέργειαν τῶν ἀμπέλων καὶ τὴν παρασκευὴν τοῦ οἴνου. <box>830 1499 1082 1555</box>
headline: ΝΕΑΙ ΕΚΔΟΣΕΙΣ <box>649 1163 755 1178</box>
paragraph: Ἐκρίθη καὶ ἀπεφασίσθη ἐν Ἀθήναις τῇ 24 Μαρτίου 1903 ἐδημοσιεύθη δὲ αὐτόθι τῇ 26 ἰδίου μηνὸς καὶ ἔτους. <box>830 326 1082 368</box>
headline: ΕΙΔΙΚΟΝ <box>879 946 1033 980</box>
headline: Η ΦΑΝΤΑΣΤΙΚΗ ΔΟΛΟΦΟΝΙΑ <box>596 778 808 793</box>
paragraph: Θεραπεία σύντομος καὶ ριζικὴ, ἐξαλείψεως τῆς βλεννορροίας διὰ μεθόδου νεωτάτης καὶ ἀσφαλοῦς ἄνευ ὀδύνης καὶ ἐμποδίων εἰς τὰς ἐργασίας τοῦ πάσχοντος. <box>830 1070 1082 1140</box>
paragraph: Ὁ ἰατρὸς κ. Γ. Ἐμμανουὴλ ἐπὶ μακρὸν ἐν Βιέννῃ σπουδάσας καὶ ἐν Παρισίοις. Θεραπεύει διὰ τοῦ ἠλεκτρισμοῦ τὰς παθήσεις τοῦ πεπτικοῦ συστήματος, στομάχου, κυστίτιδας, βρογχίτιδος καὶ ἄσθμα. Ὁδὸς Ἁγίου Κωνσταντίνου 18. <box>585 1060 818 1158</box>
paragraph: 8 ΟΔΟΣ ΝΙΚΗΦΟΡΟΥ 8 ἔναντι ἀριστερὰ παρὰ τὸ Ζάππειον. <box>1345 1562 1580 1590</box>
headline: ΕΝΔΙΑΦΕΡΟΥΣΑ ΕΙΔΟΠΟΙΗΣΙΣ <box>1109 1592 1314 1606</box>
paragraph: Ὑπονοιαι ἐγείρονται ὅτι οἱ κυκλοφορήσαντες τὰ κίβδηλα ταῦτα εἶνε οἱ πρὸ ἡμερῶν εἰς Μονεμβασίαν κυκλοφορήσαντες ὁμοια τοιαῦτα τέσσαρες ναυτικοί. <box>112 1485 324 1569</box>
headline: ΘΕΑΜΑΤΑ <box>418 1254 487 1268</box>
paragraph: Τὰ νοσήματα τῶν γυναικῶν ΔΕΧΕΤΑΙ: 8—11 π.μ. 3—6 μ.μ. <box>854 1188 1062 1217</box>
paragraph: Ἐπανῆλθεν ἐξ Εὐρώπης ὁ ἰατρὸς κ. Ἀ. Γ. Καλλιγᾶς. <box>336 1605 569 1634</box>
paragraph: Ἐπανῆλθεν ἐκ Κερκύρας ὁ ἀρεοπαγίτης κ. Π. Σκαλιστήρης. <box>336 1528 569 1557</box>
subheadline: ΠΑΡΑ ΤΑ ΣΚΟΠΕΙΑ <box>630 556 774 573</box>
